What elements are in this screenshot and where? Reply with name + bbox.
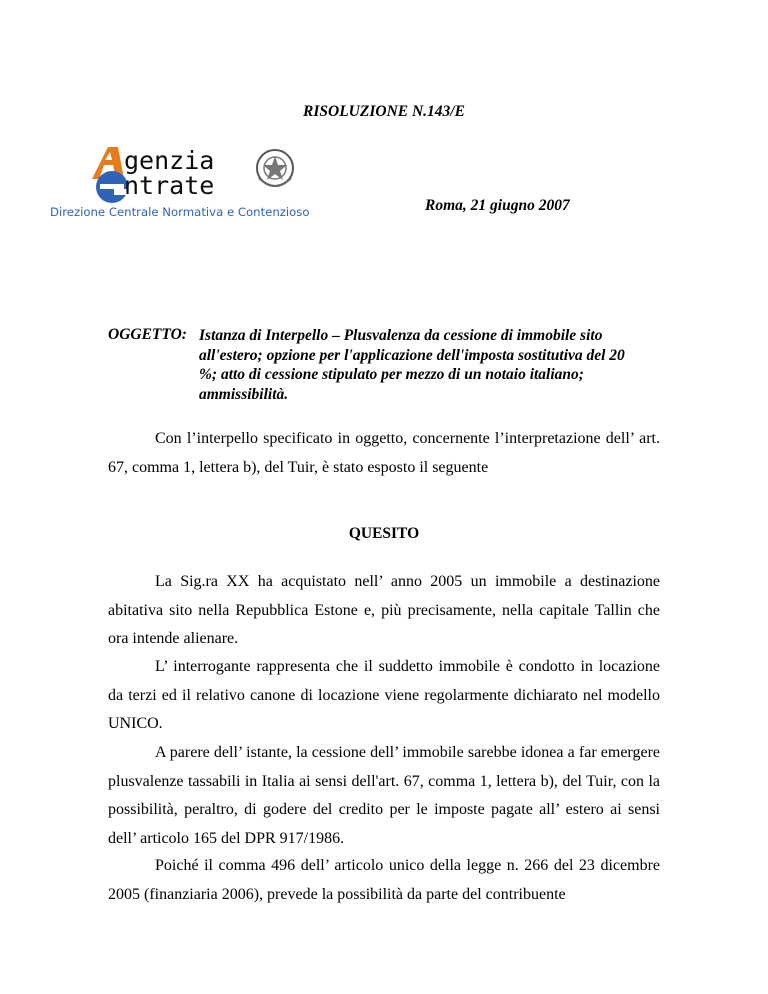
oggetto-line: all'estero; opzione per l'applicazione dell'imposta sostitutiva del 20 [199,346,625,364]
logo-subtitle: Direzione Centrale Normativa e Contenzioso [50,205,310,219]
body-paragraph: Poiché il comma 496 dell’ articolo unico della legge n. 266 del 23 dicembre 2005 (finanziaria 2006), prevede la possibilità da parte del contribuente [108,857,660,903]
oggetto-label: OGGETTO: [108,326,187,343]
document-title: RISOLUZIONE N.143/E [303,103,465,120]
oggetto-line: Istanza di Interpello – Plusvalenza da cessione di immobile sito [199,327,603,344]
section-heading: QUESITO [348,525,420,542]
logo-line-1: genzia [124,146,215,175]
intro-paragraph: Con l’interpello specificato in oggetto, concernente l’interpretazione dell’ art. 67, comma 1, lettera b), del Tuir, è stato esposto il seguente [108,430,660,476]
body-paragraph: La Sig.ra XX ha acquistato nell’ anno 2005 un immobile a destinazione abitativa sito nella Repubblica Estone e, più precisamente, nella capitale Tallin che ora intende alienare. [108,573,660,647]
logo-line-2: ntrate [124,171,215,200]
italian-emblem-seal [253,146,297,194]
document-date: Roma, 21 giugno 2007 [425,197,570,214]
oggetto-text [199,326,679,404]
body-paragraph: L’ interrogante rappresenta che il suddetto immobile è condotto in locazione da terzi ed il relativo canone di locazione viene regolarmente dichiarato nel modello UNICO. [108,658,660,732]
oggetto-line: ammissibilità. [199,385,289,403]
oggetto-line: %; atto di cessione stipulato per mezzo di un notaio italiano; [199,366,584,383]
body-paragraph: A parere dell’ istante, la cessione dell’ immobile sarebbe idonea a far emergere plusvalenze tassabili in Italia ai sensi dell'art. 67, comma 1, lettera b), del Tuir, con la possibilità, peraltro, di godere del credito per le imposte pagate all’ estero ai sensi dell’ articolo 165 del DPR 917/1986. [108,744,660,847]
